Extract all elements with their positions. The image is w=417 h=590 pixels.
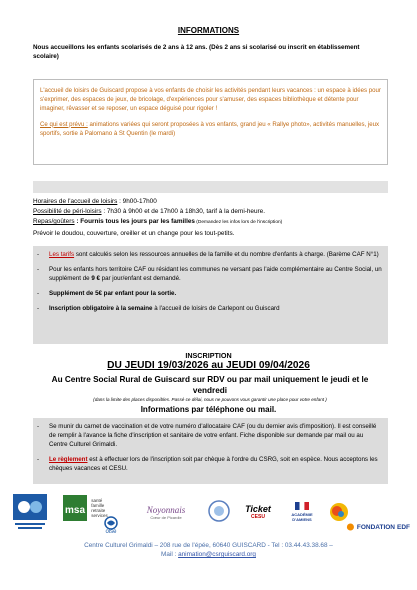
- footer-contact: [0, 541, 417, 559]
- inscription-phone: Informations par téléphone ou mail.: [140, 405, 277, 414]
- academie-logo: ACADÉMIE D'AMIENS: [282, 496, 322, 528]
- list-item: - Se munir du carnet de vaccination et de votre numéro d'allocataire CAF (ou du dernier avis d'imposition). Il est conseillé de remplir à l'avance la fiche d'inscription et sanitaire de votre enfant. Fiche disponible sur demande par mail ou au Centre Culturel Grimaldi.: [37, 423, 377, 448]
- inscription-note: (dans la limite des places disponibles. Passé ce délai, nous ne pouvons vous garantir une place pour votre enfant ): [93, 397, 327, 402]
- page-title: INFORMATIONS: [177, 26, 240, 35]
- ticket-cesu-logo: Ticket CESU: [245, 504, 271, 520]
- ancv-logo: [206, 498, 232, 524]
- pricing-box: [33, 246, 388, 344]
- noyonnais-logo: Noyonnais Cœur de Picardie: [146, 504, 186, 520]
- list-item: - Inscription obligatoire à la semaine à l'accueil de loisirs de Carlepont ou Guiscard: [37, 305, 280, 312]
- footer-address: Centre Culturel Grimaldi – 208 rue de l'épée, 60640 GUISCARD - Tel : 03.44.43.38.68 –: [84, 542, 333, 549]
- documents-box: [33, 418, 388, 484]
- hours-line: Horaires de l'accueil de loisirs : 9h00-17h00: [33, 198, 157, 205]
- hours-section: [33, 197, 393, 239]
- caf-logo: [10, 490, 50, 532]
- separator-bar: [33, 181, 388, 193]
- peri-loisirs-line: Possibilité de péri-loisirs : 7h30 à 9h00 et de 17h00 à 18h30, tarif à la demi-heure.: [33, 208, 265, 216]
- inscription-dates: DU JEUDI 19/03/2026 au JEUDI 09/04/2026: [107, 360, 310, 371]
- inscription-label: INSCRIPTION: [185, 351, 232, 360]
- list-item: - Supplément de 5€ par enfant pour la sortie.: [37, 290, 177, 297]
- list-item: - Les tarifs sont calculés selon les ressources annuelles de la famille et du nombre d'enfants à charge. (Barème CAF N°1): [37, 251, 379, 258]
- meals-line: Repas/goûters : Fournis tous les jours par les familles (Demandez les infos lors de l'inscription): [33, 218, 283, 226]
- mail-link[interactable]: animation@csrguiscard.org: [178, 551, 256, 558]
- partner-logos: [10, 490, 410, 540]
- inscription-location: Au Centre Social Rural de Guiscard sur RDV ou par mail uniquement le jeudi et le vendredi: [51, 375, 369, 395]
- activities-paragraph: L'accueil de loisirs de Guiscard propose à vos enfants de choisir les activités pendant leurs vacances : un espace à idées pour s'exprimer, des espaces de jeux, de bricolage, d'expériences pour s'amuser, des espaces bibliothèque et détente pour imaginer, rêvasser et se reposer, un espace déguisé pour rigoler !: [40, 87, 381, 113]
- activities-box: [33, 79, 388, 165]
- intro-text: Nous accueillons les enfants scolarisés de 2 ans à 12 ans. (Dès 2 ans si scolarisé ou inscrit en établissement scolaire): [33, 44, 360, 60]
- fondation-edf-logo: FONDATION EDF: [346, 520, 410, 534]
- msa-logo: msa santé famille retraite services: [54, 492, 116, 524]
- bring-items-line: Prévoir le doudou, couverture, oreiller et un change pour les tout-petits.: [33, 229, 235, 237]
- footer-mail-line: Mail : animation@csrguiscard.org: [161, 551, 256, 558]
- oise-logo: oise: [96, 512, 126, 538]
- list-item: - Le règlement est à effectuer lors de l'inscription soit par chèque à l'ordre du CSRG, soit en espèce. Nous acceptons les chèques vacances et CESU.: [37, 456, 378, 472]
- planned-activities: Ce qui est prévu : animations variées qui seront proposées à vos enfants, grand jeu « Rallye photo», activités manuelles, jeux sportifs, sortie à Palomano à St Quentin (le mardi): [40, 120, 380, 137]
- svg-text:msa: msa: [65, 505, 86, 516]
- list-item: - Pour les enfants hors territoire CAF ou résidant les communes ne versant pas l'aide complémentaire au Centre Social, un supplément de 9 € par jour/enfant est demandé.: [37, 266, 382, 282]
